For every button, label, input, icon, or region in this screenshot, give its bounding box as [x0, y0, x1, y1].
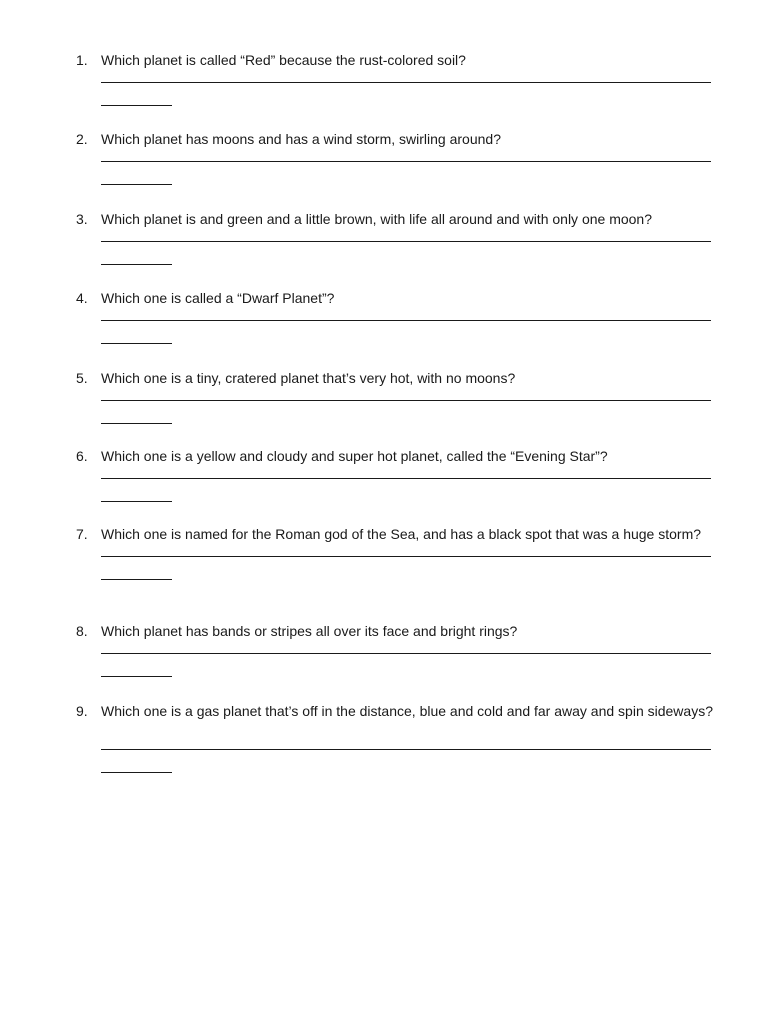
question-number: 4. [76, 290, 88, 306]
answer-line[interactable] [101, 400, 711, 401]
question-number: 9. [76, 703, 88, 719]
question-5 [76, 370, 716, 424]
question-number: 1. [76, 52, 88, 68]
answer-line-continued[interactable] [101, 423, 172, 424]
answer-line-continued[interactable] [101, 343, 172, 344]
question-number: 5. [76, 370, 88, 386]
answer-line[interactable] [101, 653, 711, 654]
question-text: Which one is called a “Dwarf Planet”? [101, 290, 335, 306]
question-3 [76, 211, 716, 265]
answer-line-continued[interactable] [101, 105, 172, 106]
answer-line[interactable] [101, 478, 711, 479]
question-text: Which planet has bands or stripes all over its face and bright rings? [101, 623, 518, 639]
question-text: Which one is a gas planet that’s off in the distance, blue and cold and far away and spin sideways? [101, 703, 713, 719]
answer-line[interactable] [101, 749, 711, 750]
answer-line[interactable] [101, 320, 711, 321]
question-text: Which planet has moons and has a wind storm, swirling around? [101, 131, 501, 147]
question-6 [76, 448, 716, 502]
question-text: Which one is named for the Roman god of the Sea, and has a black spot that was a huge storm? [101, 526, 702, 542]
answer-line-continued[interactable] [101, 579, 172, 580]
answer-line[interactable] [101, 82, 711, 83]
answer-line-continued[interactable] [101, 264, 172, 265]
question-7 [76, 526, 716, 580]
question-number: 2. [76, 131, 88, 147]
question-text: Which one is a tiny, cratered planet that’s very hot, with no moons? [101, 370, 516, 386]
answer-line[interactable] [101, 241, 711, 242]
answer-line-continued[interactable] [101, 772, 172, 773]
question-number: 3. [76, 211, 88, 227]
question-text: Which planet is and green and a little brown, with life all around and with only one moon? [101, 211, 652, 227]
question-text: Which one is a yellow and cloudy and super hot planet, called the “Evening Star”? [101, 448, 608, 464]
question-2 [76, 131, 716, 185]
answer-line-continued[interactable] [101, 501, 172, 502]
question-8 [76, 623, 716, 677]
question-1 [76, 52, 716, 106]
answer-line-continued[interactable] [101, 184, 172, 185]
question-9 [76, 703, 716, 773]
answer-line[interactable] [101, 556, 711, 557]
answer-line[interactable] [101, 161, 711, 162]
question-4 [76, 290, 716, 344]
answer-line-continued[interactable] [101, 676, 172, 677]
question-number: 6. [76, 448, 88, 464]
question-text: Which planet is called “Red” because the rust-colored soil? [101, 52, 466, 68]
question-number: 8. [76, 623, 88, 639]
question-number: 7. [76, 526, 88, 542]
